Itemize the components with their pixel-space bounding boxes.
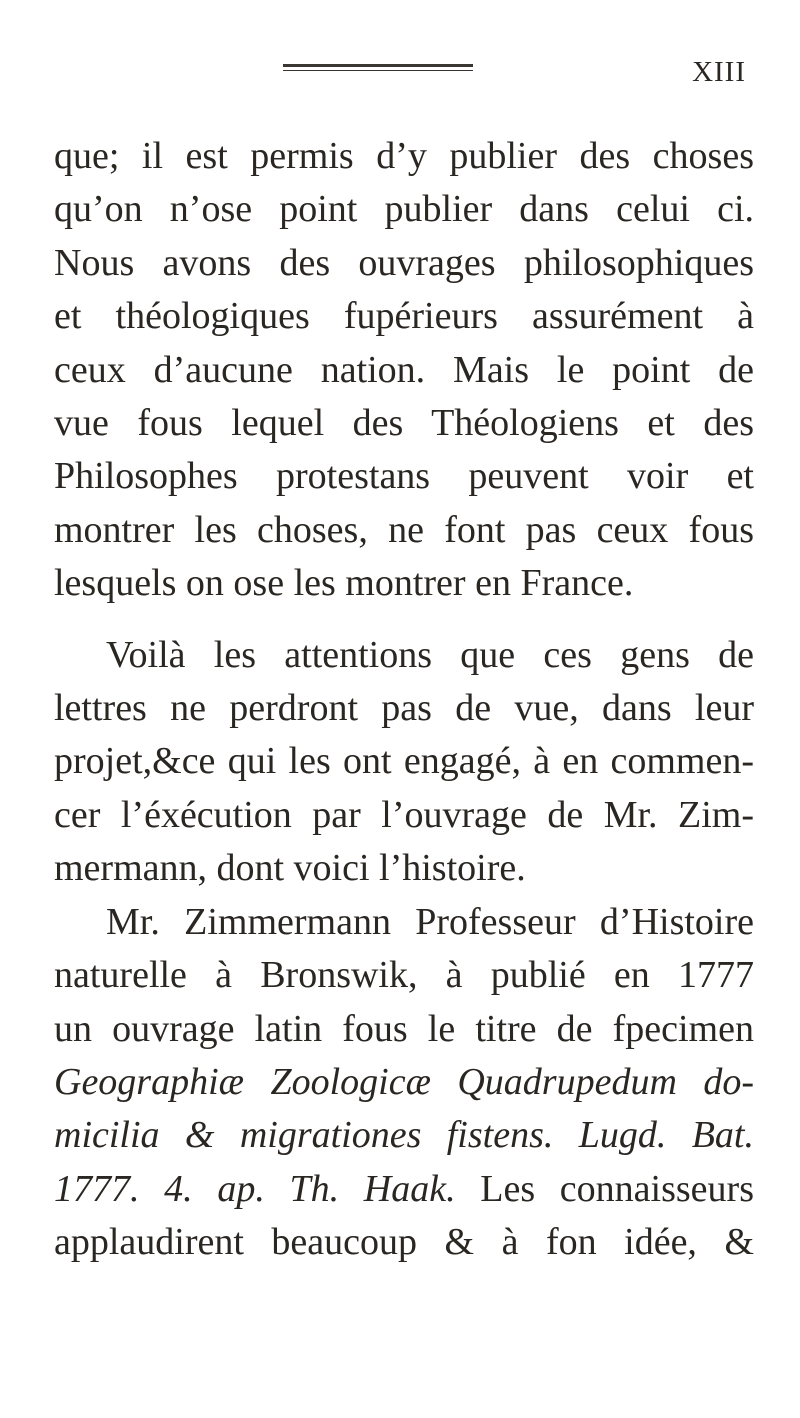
paragraph-1 — [54, 130, 754, 611]
text-line: mermann, dont voici l’histoire. — [54, 847, 526, 890]
paragraph-2 — [54, 629, 754, 896]
text-line: Philosophes protestans peuvent voir et — [54, 455, 754, 498]
page-number: XIII — [692, 56, 746, 88]
text-line: Voilà les attentions que ces gens de — [106, 633, 754, 676]
text-line: ceux d’aucune nation. Mais le point de — [54, 348, 754, 391]
text-line: que; il est permis d’y publier des choses — [54, 135, 754, 177]
text-line: naturelle à Bronswik, à publié en 1777 — [54, 954, 754, 997]
paragraph-gap — [54, 611, 754, 629]
text-line: qu’on n’ose point publier dans celui ci. — [54, 188, 754, 231]
text-line: vue fous lequel des Théologiens et des — [54, 402, 754, 445]
roman-text: Les connaisseurs — [455, 1167, 754, 1210]
italic-citation: 1777. 4. ap. Th. Haak. — [54, 1167, 456, 1210]
italic-title-line: Geographiæ Zoologicæ Quadrupedum do- — [54, 1060, 754, 1103]
text-line: applaudirent beaucoup & à fon idée, & — [54, 1221, 754, 1264]
italic-title-line: micilia & migrationes fistens. Lugd. Bat. — [54, 1114, 754, 1157]
text-line: projet,&ce qui les ont engagé, à en commen- — [54, 740, 754, 783]
text-line: lesquels on ose les montrer en France. — [54, 562, 634, 605]
text-line: Mr. Zimmermann Professeur d’Histoire — [106, 900, 754, 943]
text-line: lettres ne perdront pas de vue, dans leur — [54, 687, 754, 730]
text-line: Nous avons des ouvrages philosophiques — [54, 241, 754, 284]
text-line: cer l’éxécution par l’ouvrage de Mr. Zim- — [54, 793, 754, 836]
mixed-line — [54, 1163, 754, 1216]
text-line: un ouvrage latin fous le titre de fpecimen — [54, 1007, 754, 1050]
text-line: montrer les choses, ne font pas ceux fous — [54, 508, 754, 551]
text-line: et théologiques fupérieurs assurément à — [54, 295, 754, 338]
body-text — [54, 130, 754, 1270]
paragraph-3 — [54, 896, 754, 1270]
header-rule — [283, 64, 473, 71]
